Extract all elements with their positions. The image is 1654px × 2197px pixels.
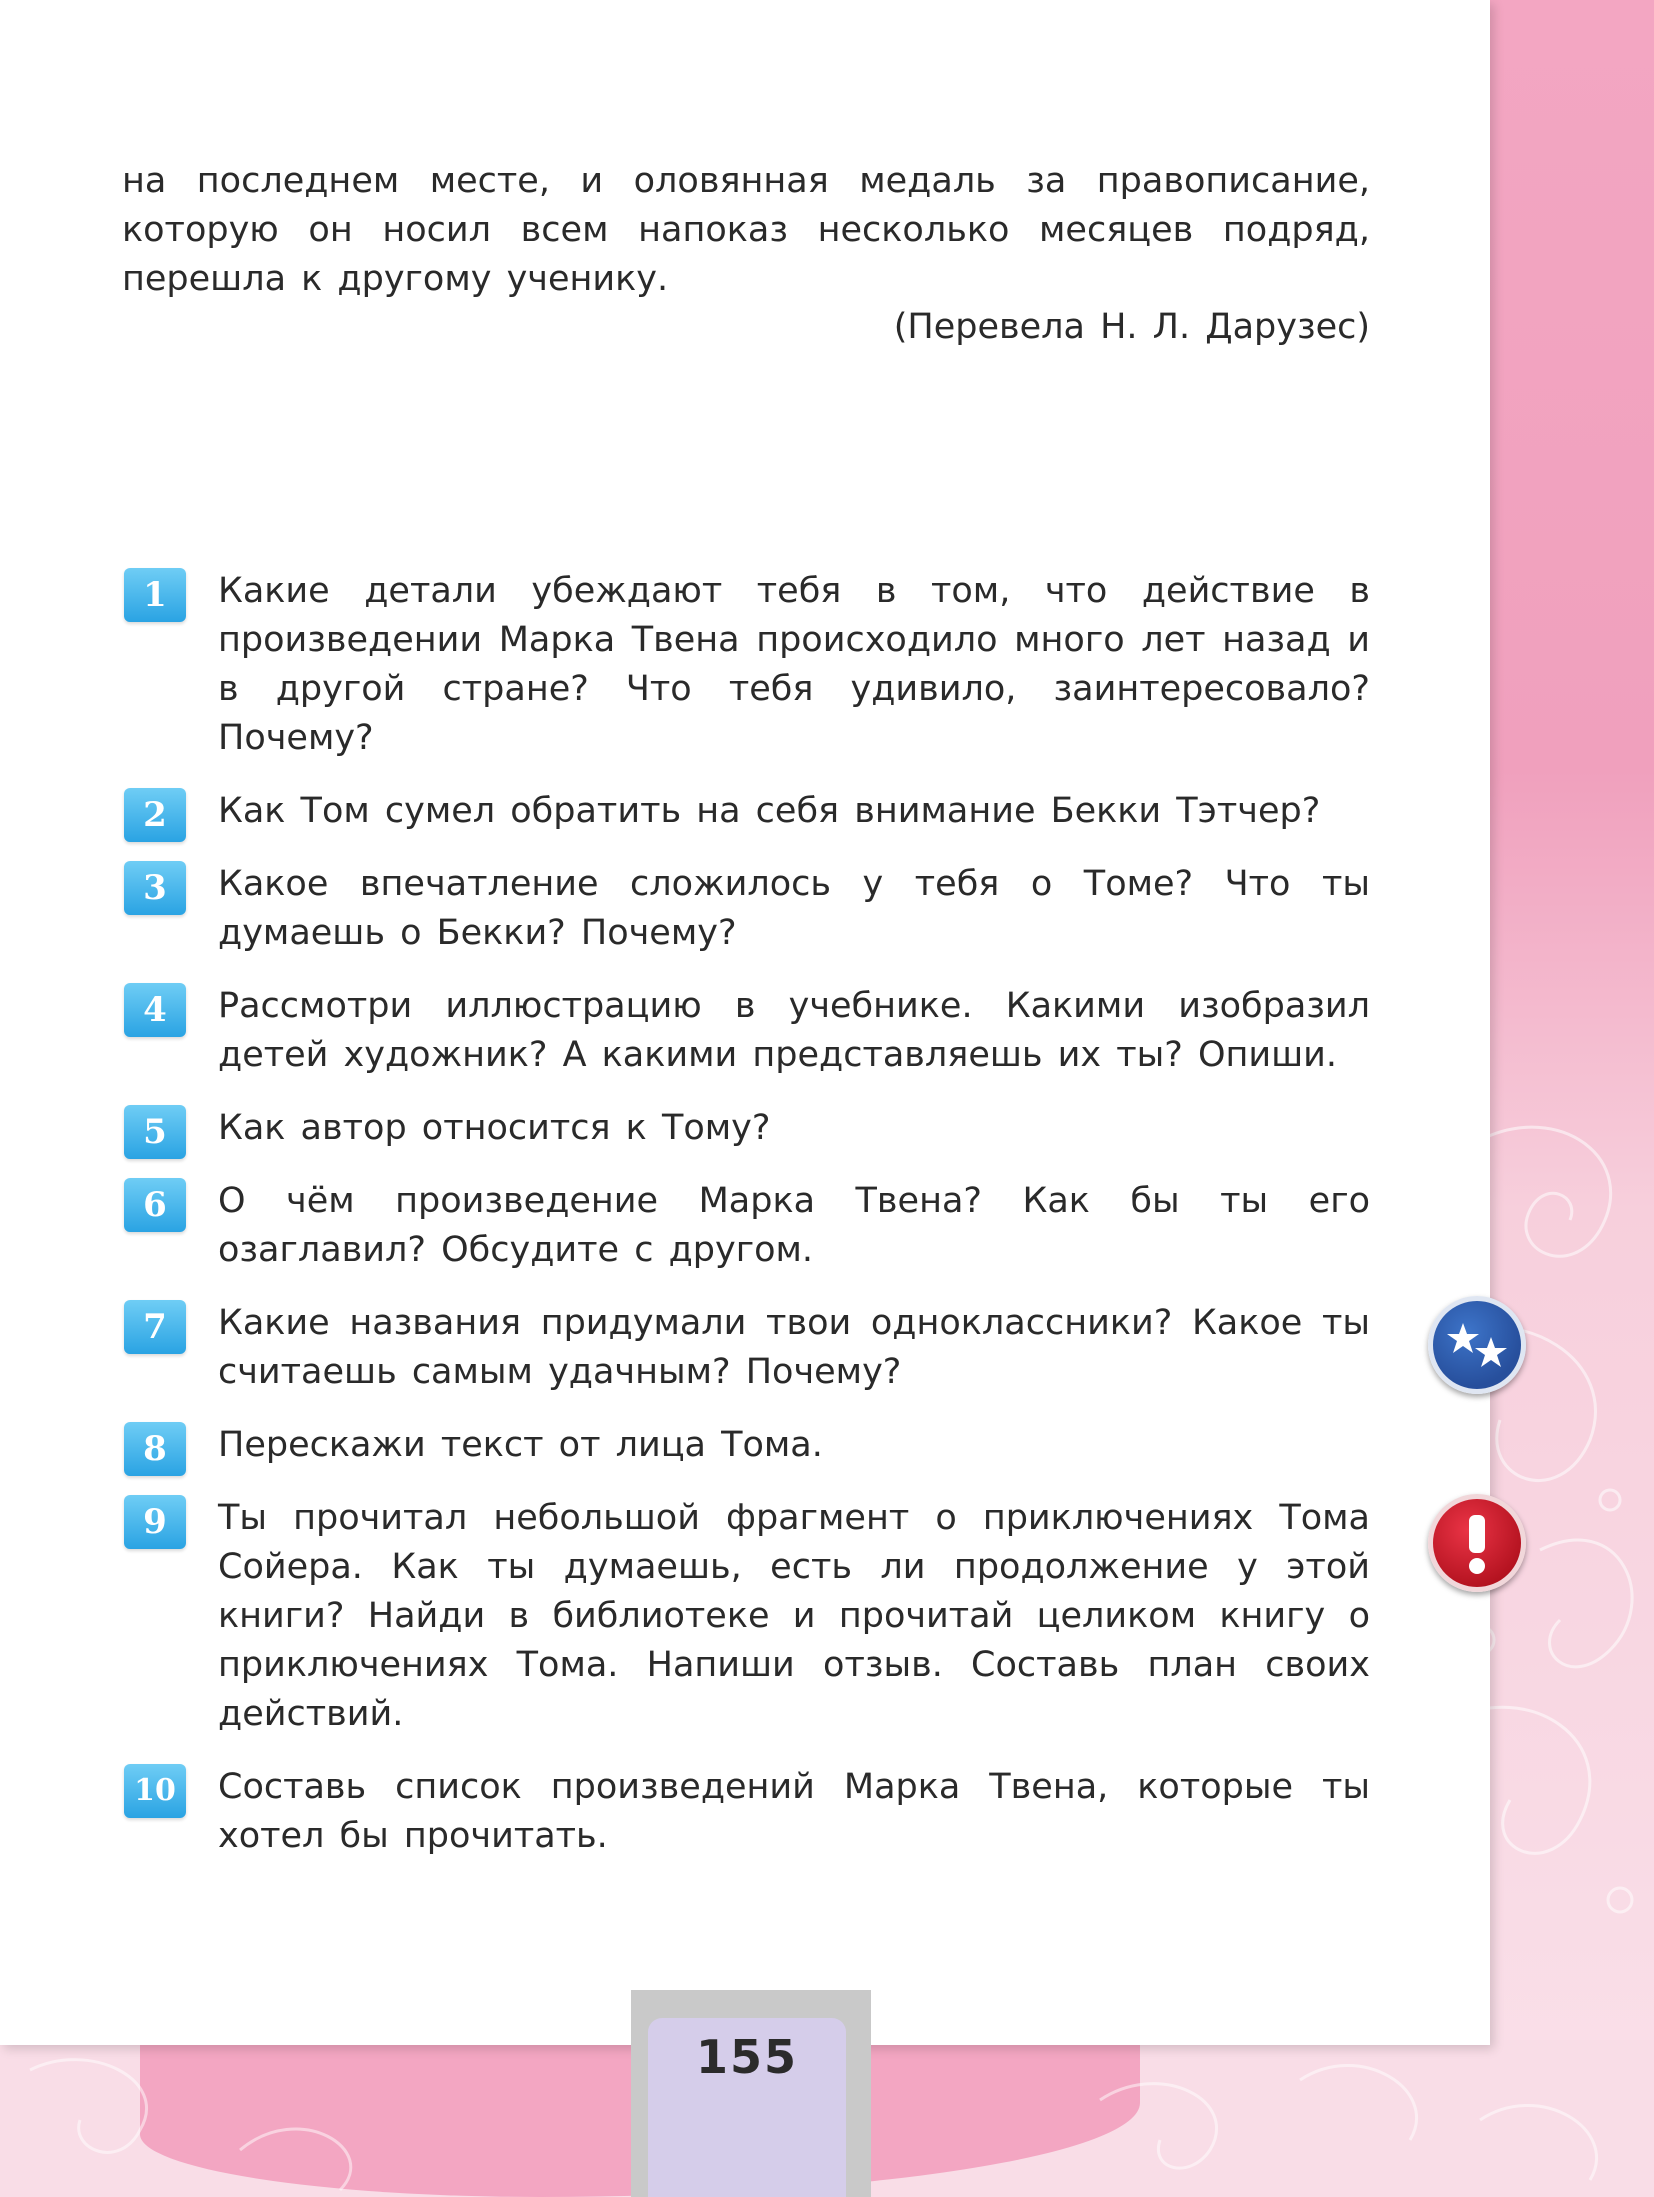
question-number-badge: 10 <box>124 1764 186 1818</box>
question-text: Как Том сумел обратить на себя внимание Бекки Тэтчер? <box>218 791 1321 831</box>
question-item <box>0 1763 1490 1861</box>
stars-icon <box>1428 1296 1526 1394</box>
question-text: Какие названия придумали твои одноклассники? Какое ты считаешь самым удачным? Почему? <box>218 1303 1370 1392</box>
question-text: Перескажи текст от лица Тома. <box>218 1425 823 1465</box>
translator-credit: (Перевела Н. Л. Дарузес) <box>893 307 1370 347</box>
question-item <box>0 1421 1490 1470</box>
question-text: Ты прочитал небольшой фрагмент о приключениях Тома Сойера. Как ты думаешь, есть ли продолжение у этой книги? Найди в библиотеке и прочитай целиком книгу о приключениях Тома. Напиши отзыв. Составь план своих действий. <box>218 1498 1370 1734</box>
question-text: Рассмотри иллюстрацию в учебнике. Какими изобразил детей художник? А какими представляешь их ты? Опиши. <box>218 986 1370 1075</box>
question-item <box>0 567 1490 763</box>
question-number-badge: 2 <box>124 788 186 842</box>
question-item <box>0 982 1490 1080</box>
question-item <box>0 1494 1490 1739</box>
question-item <box>0 787 1490 836</box>
question-number-badge: 7 <box>124 1300 186 1354</box>
question-text: О чём произведение Марка Твена? Как бы ты его озаглавил? Обсудите с другом. <box>218 1181 1370 1270</box>
question-number-badge: 9 <box>124 1495 186 1549</box>
question-number-badge: 3 <box>124 861 186 915</box>
question-text: Как автор относится к Тому? <box>218 1108 771 1148</box>
page-number: 155 <box>695 2030 799 2084</box>
question-list <box>0 567 1490 1885</box>
question-number-badge: 1 <box>124 568 186 622</box>
intro-paragraph: на последнем месте, и оловянная медаль за правописание, которую он носил всем напоказ несколько месяцев подряд, перешла к другому ученику. <box>122 161 1370 299</box>
question-text: Составь список произведений Марка Твена, которые ты хотел бы прочитать. <box>218 1767 1370 1856</box>
question-number-badge: 5 <box>124 1105 186 1159</box>
question-text: Какие детали убеждают тебя в том, что действие в произведении Марка Твена происходило много лет назад и в другой стране? Что тебя удивило, заинтересовало? Почему? <box>218 571 1370 758</box>
question-item <box>0 1104 1490 1153</box>
question-number-badge: 4 <box>124 983 186 1037</box>
question-item <box>0 1177 1490 1275</box>
question-number-badge: 8 <box>124 1422 186 1476</box>
question-text: Какое впечатление сложилось у тебя о Томе? Что ты думаешь о Бекки? Почему? <box>218 864 1370 953</box>
question-item <box>0 1299 1490 1397</box>
exclamation-icon <box>1428 1494 1526 1592</box>
question-item <box>0 860 1490 958</box>
question-number-badge: 6 <box>124 1178 186 1232</box>
